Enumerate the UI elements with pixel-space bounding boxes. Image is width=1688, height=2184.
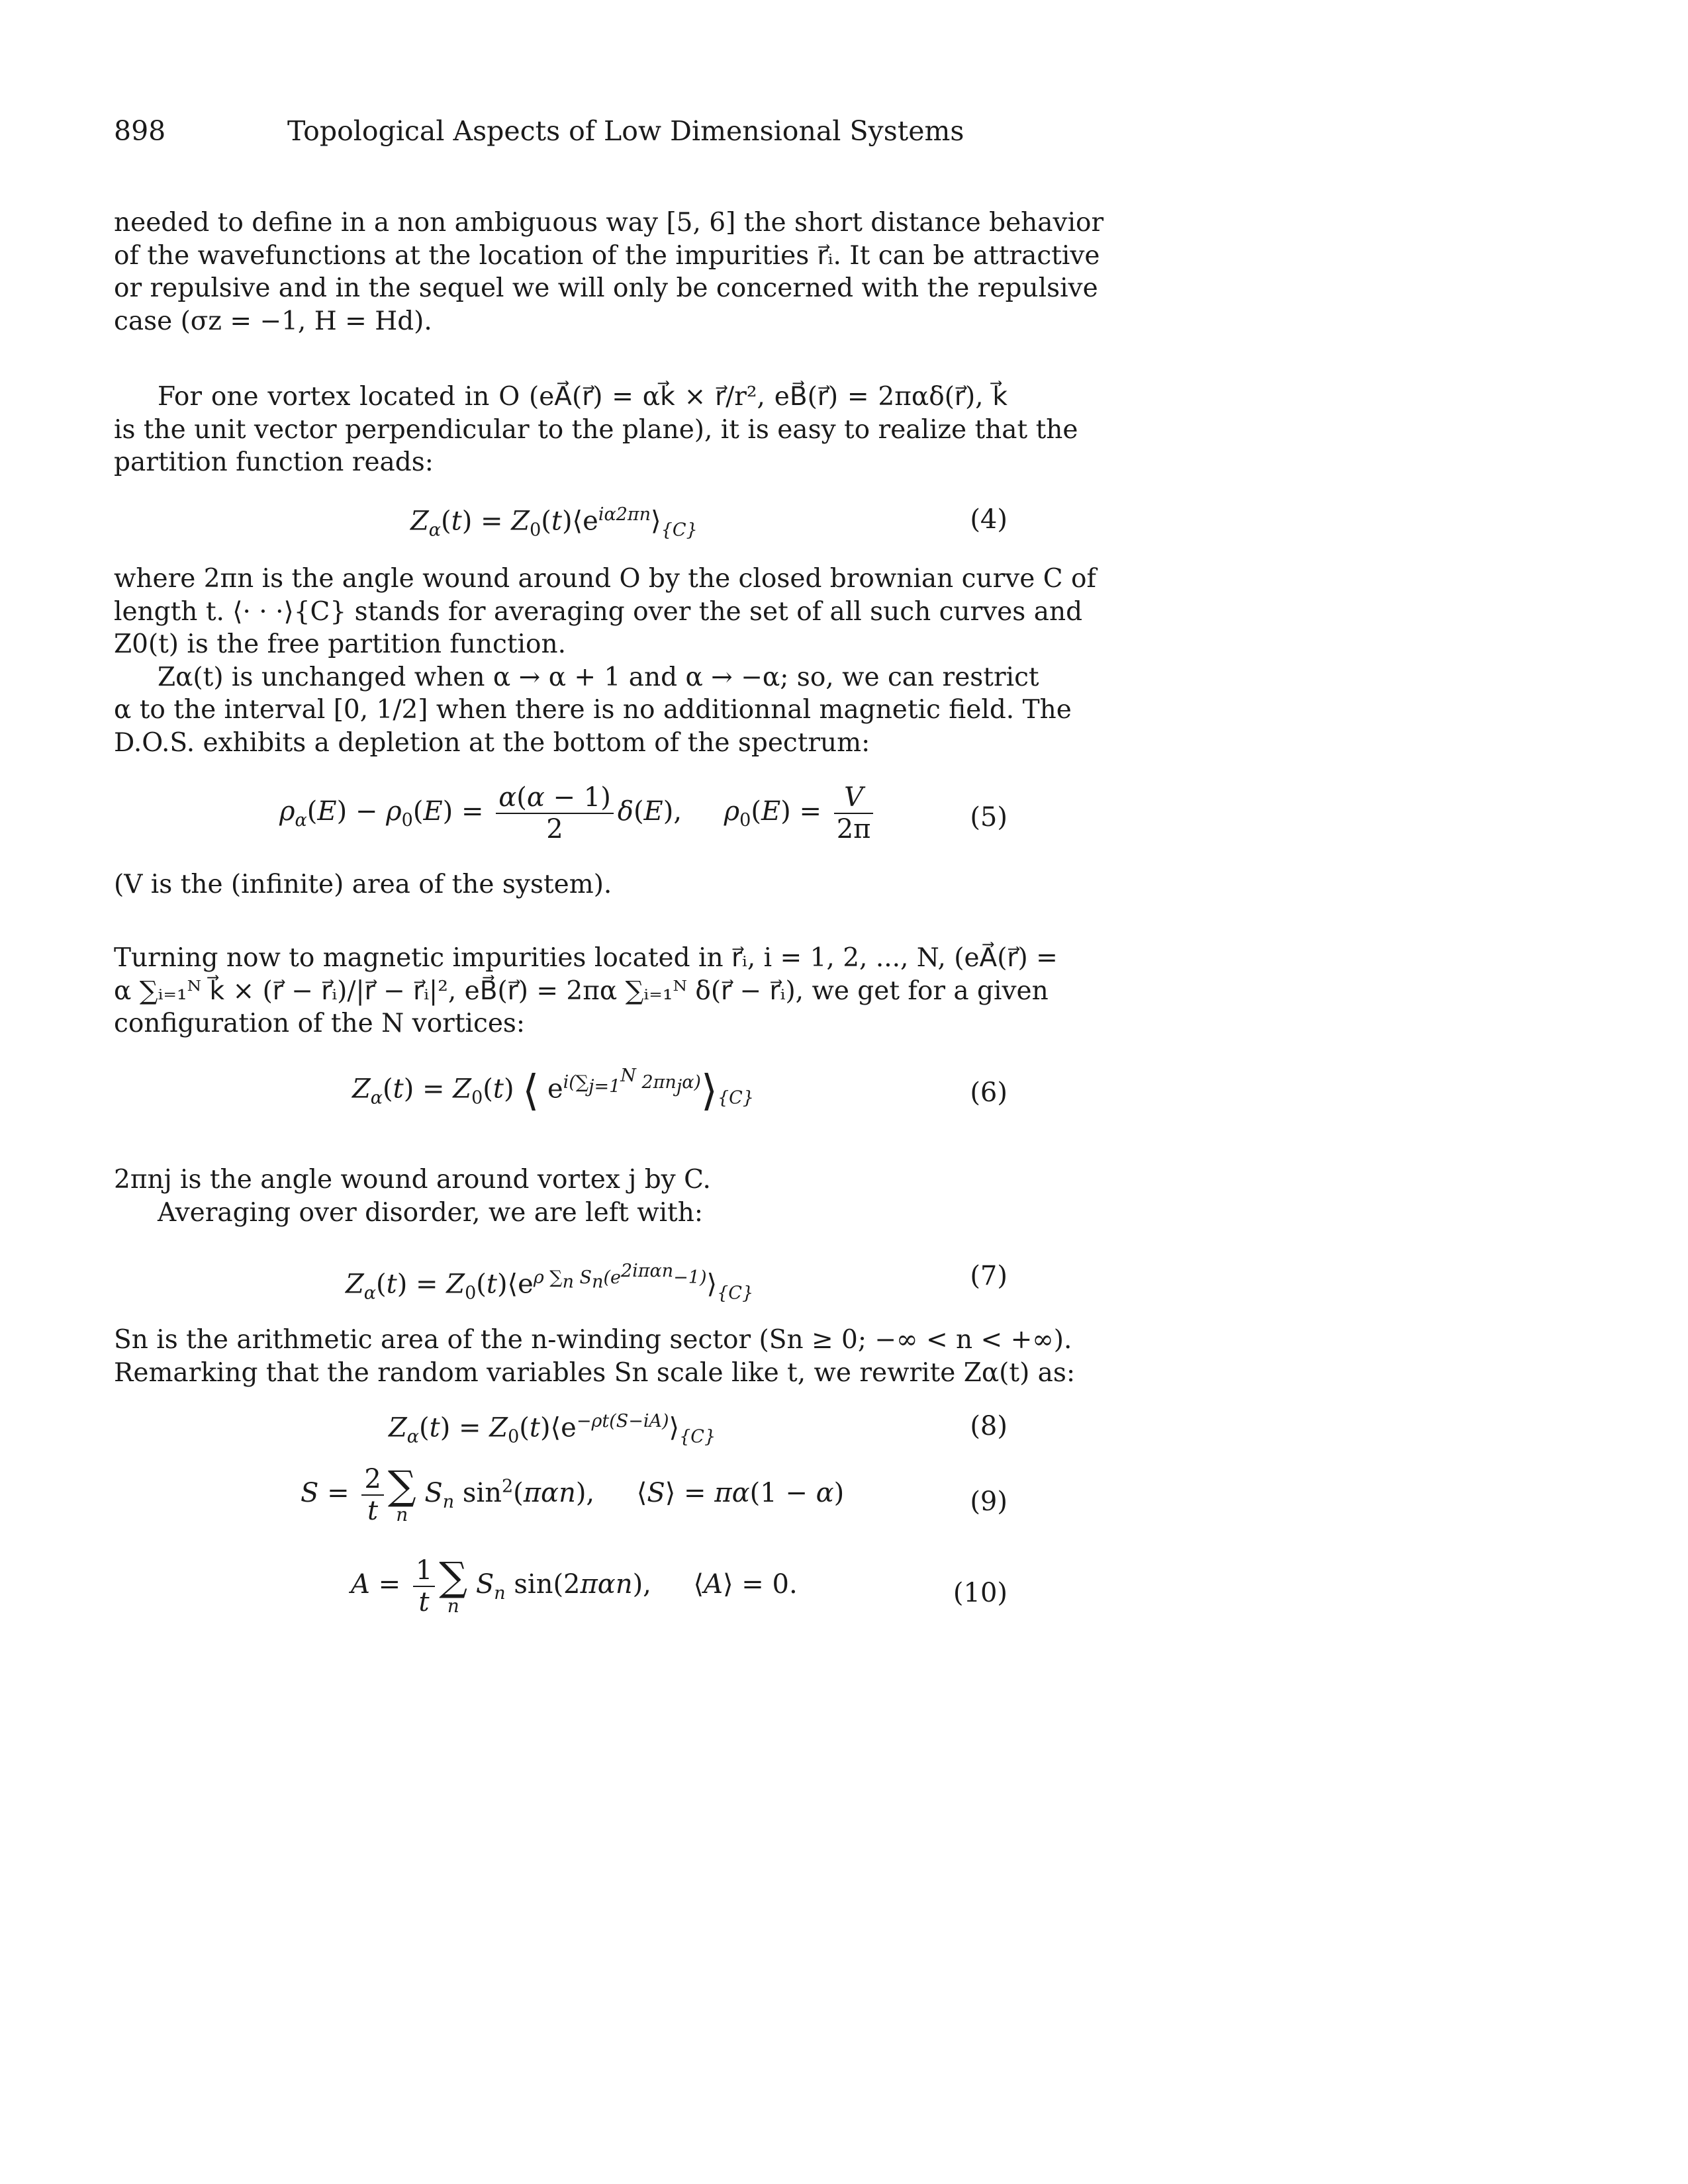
text-line: case (σz = −1, H = Hd). [114,306,432,336]
text-line: D.O.S. exhibits a depletion at the bottom of the spectrum: [114,727,870,758]
paragraph-5 [114,942,1058,1040]
equation-4-body: $Z_\alpha(t)$ = $Z_0(t)⟨e^{i\alpha 2\pi n}⟩_{\{C\}}$ [410,504,698,541]
text-line: Remarking that the random variables Sn scale like t, we rewrite Zα(t) as: [114,1357,1076,1388]
paragraph-1 [114,206,1104,338]
equation-5 [114,782,1008,862]
text-line: Turning now to magnetic impurities located in r⃗ᵢ, i = 1, 2, ..., N, (eA⃗(r⃗) = [114,943,1058,973]
text-line: For one vortex located in O (eA⃗(r⃗) = αk⃗ × r⃗/r², eB⃗(r⃗) = 2παδ(r⃗), k⃗ [158,382,1008,412]
text-line: Sn is the arithmetic area of the n-winding sector (Sn ≥ 0; −∞ < n < +∞). [114,1325,1072,1355]
equation-8-body: $Z_\alpha(t)$ = $Z_0(t)⟨e^{-\rho t(S-iA)}⟩_{\{C\}}$ [389,1411,716,1447]
equation-7 [114,1261,1008,1307]
equation-9-body: S = $\frac{2}{t}$ ∑ n $S_n$ $\sin^2(\pi\alpha n)$, ⟨S⟩ = πα(1 − α) [301,1463,845,1526]
text-line: needed to define in a non ambiguous way [5, 6] the short distance behavior [114,208,1104,238]
text-line: is the unit vector perpendicular to the plane), it is easy to realize that the [114,414,1078,445]
equation-4 [114,504,1008,544]
page-number: 898 [114,115,166,147]
text-line: Averaging over disorder, we are left with: [158,1197,703,1228]
text-line: or repulsive and in the sequel we will only be concerned with the repulsive [114,273,1098,303]
text-line: α ∑ᵢ₌₁ᴺ k⃗ × (r⃗ − r⃗ᵢ)/|r⃗ − r⃗ᵢ|², eB⃗(r⃗) = 2πα ∑ᵢ₌₁ᴺ δ(r⃗ − r⃗ᵢ), we get for a given [114,976,1049,1006]
paragraph-4 [114,868,1008,901]
text-line: of the wavefunctions at the location of the impurities r⃗ᵢ. It can be attractive [114,240,1100,271]
text-line: configuration of the N vortices: [114,1009,526,1038]
equation-10 [114,1555,1008,1641]
text-line: partition function reads: [114,447,434,477]
text-line: α to the interval [0, 1/2] when there is no additionnal magnetic field. The [114,695,1072,725]
equation-9 [114,1464,1008,1550]
equation-8 [114,1411,1008,1451]
paragraph-3 [114,563,1096,759]
equation-7-number: (7) [970,1261,1008,1291]
equation-8-number: (8) [970,1411,1008,1441]
paragraph-6 [114,1163,1008,1229]
equation-6 [114,1066,1008,1145]
running-header [114,111,1008,151]
running-title: Topological Aspects of Low Dimensional Systems [287,115,964,147]
equation-5-number: (5) [970,802,1008,833]
text-line: Zα(t) is unchanged when α → α + 1 and α → −α; so, we can restrict [158,662,1039,692]
equation-6-body: $Z_\alpha(t) = Z_0(t)$ ⟨ $e^{i(\sum_{j=1}^N 2\pi n_j\alpha)}⟩_{\{C\}}$ [352,1066,754,1116]
equation-6-number: (6) [970,1077,1008,1108]
equation-9-number: (9) [970,1486,1008,1517]
paragraph-2 [114,381,1078,479]
text-line: (V is the (infinite) area of the system). [114,870,612,899]
text-line: 2πnj is the angle wound around vortex j by C. [114,1165,711,1195]
equation-10-body: A = $\frac{1}{t}$ ∑ n $S_n$ sin(2παn), ⟨A⟩ = 0. [351,1554,798,1617]
equation-7-body: $Z_\alpha(t)$ = $Z_0(t)⟨e^{\rho \sum_n S_n(e^{2i\pi\alpha n}-1)}⟩_{\{C\}}$ [346,1261,754,1304]
paragraph-7 [114,1324,1076,1389]
equation-10-number: (10) [953,1578,1008,1608]
text-line: length t. ⟨· · ·⟩{C} stands for averaging over the set of all such curves and [114,596,1083,627]
equation-5-body: $\rho_\alpha(E) - \rho_0(E)$ = $\frac{\alpha(\alpha - 1)}{2}$ δ(E), $\rho_0(E)$ = $\frac{V}{2\pi}$ [279,782,877,844]
text-line: where 2πn is the angle wound around O by the closed brownian curve C of [114,564,1096,594]
text-line: Z0(t) is the free partition function. [114,629,566,659]
equation-4-number: (4) [970,504,1008,535]
